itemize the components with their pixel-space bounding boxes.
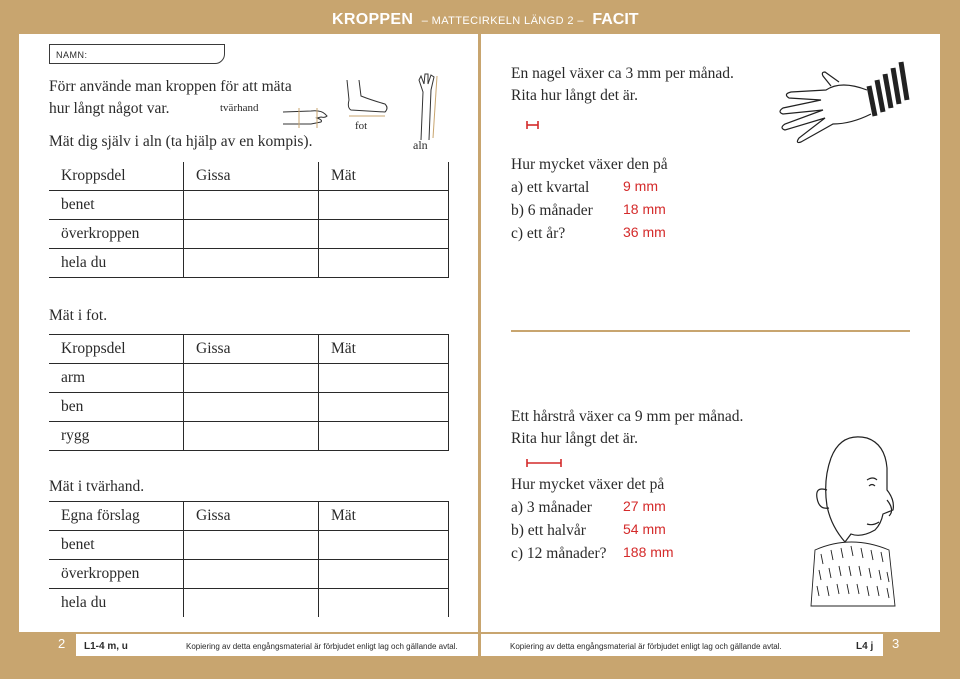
label-aln: aln [413, 138, 428, 152]
row-label: ben [49, 393, 184, 422]
table-row [49, 364, 449, 393]
heading-tvarhand: Mät i tvärhand. [49, 478, 145, 495]
hand-illustration [771, 50, 911, 150]
table-row [49, 560, 449, 589]
nail-line-1: En nagel växer ca 3 mm per månad. [511, 65, 734, 82]
intro-line-1: Förr använde man kroppen för att mäta [49, 78, 292, 95]
row-label: arm [49, 364, 184, 393]
row-label: rygg [49, 422, 184, 451]
hair-b-label: b) ett halvår [511, 522, 586, 539]
measure-cell[interactable] [319, 589, 449, 618]
footer-copyright-right: Kopiering av detta engångsmaterial är förbjudet enligt lag och gällande avtal. [510, 642, 782, 651]
label-tvarhand: tvärhand [220, 102, 259, 114]
table-header-row [49, 162, 449, 191]
col-gissa: Gissa [184, 335, 319, 364]
col-mat: Mät [319, 335, 449, 364]
guess-cell[interactable] [184, 589, 319, 618]
col-kroppsdel: Kroppsdel [49, 335, 184, 364]
fot-table [49, 334, 449, 451]
row-label: benet [49, 191, 184, 220]
guess-cell[interactable] [184, 560, 319, 589]
page-header [0, 0, 960, 34]
head-illustration [801, 430, 901, 608]
page-number-left: 2 [58, 636, 66, 651]
col-gissa: Gissa [184, 162, 319, 191]
nail-a-label: a) ett kvartal [511, 179, 590, 196]
nail-length-drawing [525, 120, 541, 130]
table-row [49, 220, 449, 249]
arm-icon [411, 72, 441, 142]
guess-cell[interactable] [184, 191, 319, 220]
row-label: överkroppen [49, 220, 184, 249]
col-gissa: Gissa [184, 502, 319, 531]
left-page [19, 34, 478, 632]
col-mat: Mät [319, 162, 449, 191]
measure-cell[interactable] [319, 393, 449, 422]
header-facit: FACIT [592, 11, 639, 28]
measure-cell[interactable] [319, 560, 449, 589]
header-title: KROPPEN [332, 11, 414, 28]
table-row [49, 393, 449, 422]
nail-a-answer: 9 mm [623, 178, 658, 194]
nail-c-label: c) ett år? [511, 225, 566, 242]
hair-a-label: a) 3 månader [511, 499, 592, 516]
footer-code-left: L1-4 m, u [84, 641, 128, 652]
measure-cell[interactable] [319, 191, 449, 220]
table-row [49, 249, 449, 278]
table-row [49, 531, 449, 560]
row-label: hela du [49, 589, 184, 618]
hair-a-answer: 27 mm [623, 498, 666, 514]
guess-cell[interactable] [184, 393, 319, 422]
measure-cell[interactable] [319, 364, 449, 393]
tvarhand-table [49, 501, 449, 617]
hair-c-answer: 188 mm [623, 544, 674, 560]
table-header-row [49, 502, 449, 531]
table-row [49, 589, 449, 618]
intro-line-3: Mät dig själv i aln (ta hjälp av en kompis). [49, 133, 313, 150]
right-page [481, 34, 940, 632]
label-fot: fot [355, 120, 368, 132]
table-row [49, 191, 449, 220]
hand-icon [281, 106, 331, 130]
hair-c-label: c) 12 månader? [511, 545, 607, 562]
row-label: hela du [49, 249, 184, 278]
col-mat: Mät [319, 502, 449, 531]
aln-table [49, 162, 449, 278]
nail-b-answer: 18 mm [623, 201, 666, 217]
hair-b-answer: 54 mm [623, 521, 666, 537]
hair-line-2: Rita hur långt det är. [511, 430, 638, 447]
nail-question: Hur mycket växer den på [511, 156, 668, 173]
nail-line-2: Rita hur långt det är. [511, 87, 638, 104]
table-header-row [49, 335, 449, 364]
heading-fot: Mät i fot. [49, 307, 108, 324]
col-egna-forslag: Egna förslag [49, 502, 184, 531]
page-number-right: 3 [892, 636, 900, 651]
row-label: överkroppen [49, 560, 184, 589]
measure-cell[interactable] [319, 422, 449, 451]
measure-cell[interactable] [319, 249, 449, 278]
header-subtitle: – MATTECIRKELN LÄNGD 2 – [421, 15, 584, 27]
footer-code-right: L4 j [856, 641, 874, 652]
guess-cell[interactable] [184, 364, 319, 393]
footer-copyright-left: Kopiering av detta engångsmaterial är förbjudet enligt lag och gällande avtal. [186, 642, 458, 651]
measure-cell[interactable] [319, 531, 449, 560]
name-field[interactable]: NAMN: [49, 44, 225, 64]
section-divider [511, 330, 910, 332]
col-kroppsdel: Kroppsdel [49, 162, 184, 191]
hair-line-1: Ett hårstrå växer ca 9 mm per månad. [511, 408, 744, 425]
table-row [49, 422, 449, 451]
nail-c-answer: 36 mm [623, 224, 666, 240]
nail-b-label: b) 6 månader [511, 202, 593, 219]
foot-icon [341, 78, 391, 122]
row-label: benet [49, 531, 184, 560]
guess-cell[interactable] [184, 249, 319, 278]
hair-question: Hur mycket växer det på [511, 476, 665, 493]
hair-length-drawing [525, 458, 565, 468]
measure-cell[interactable] [319, 220, 449, 249]
intro-line-2: hur långt något var. [49, 100, 170, 117]
guess-cell[interactable] [184, 220, 319, 249]
guess-cell[interactable] [184, 422, 319, 451]
guess-cell[interactable] [184, 531, 319, 560]
